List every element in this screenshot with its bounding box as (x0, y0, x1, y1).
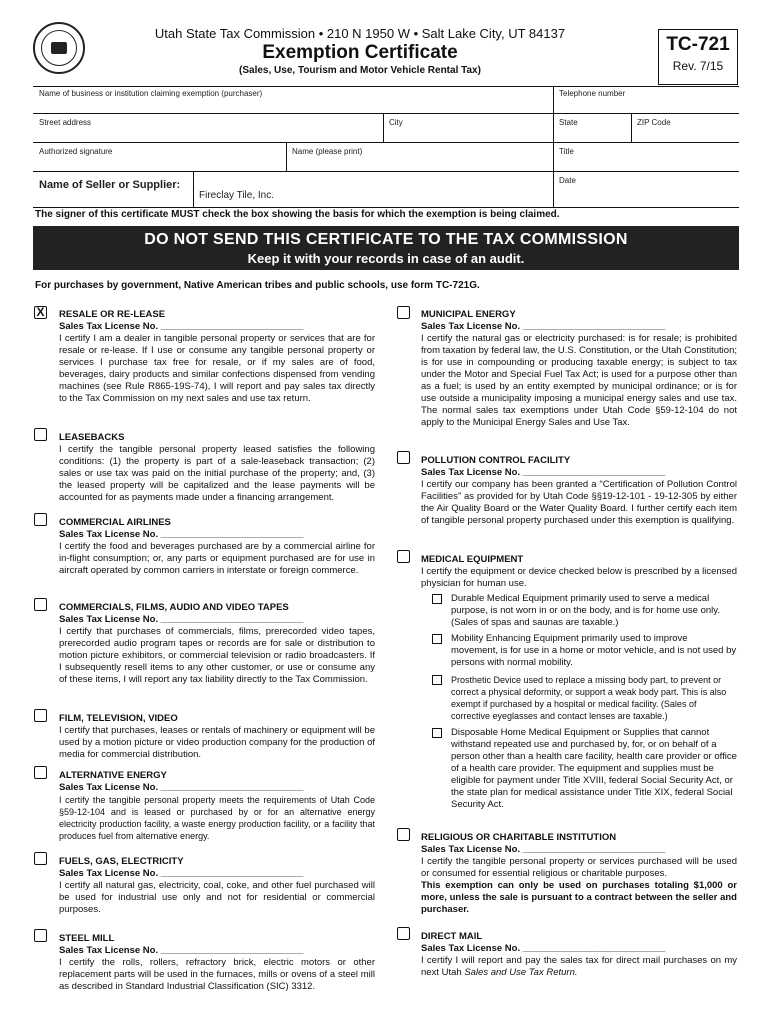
disposable-equipment-checkbox[interactable] (432, 728, 442, 738)
prosthetic-device-text: Prosthetic Device used to replace a missing body part, to prevent or correct a physical deformity, or support a weak body part. This is also exempt if purchased by a hospital or medical facility. (Sales of corrective eyeglasses and contact lenses are taxable.) (451, 675, 727, 721)
fuels-license-line[interactable]: Sales Tax License No. ___________________________ (59, 868, 304, 879)
signer-instruction: The signer of this certificate MUST check the box showing the basis for which the exemption is being claimed. (35, 209, 560, 220)
direct-mail-text-italic: Sales and Use Tax Return. (464, 967, 578, 978)
film-tv-checkbox[interactable] (34, 709, 47, 722)
mobility-equipment-checkbox[interactable] (432, 634, 442, 644)
utah-state-seal-icon (33, 22, 85, 74)
mobility-equipment-text: Mobility Enhancing Equipment primarily used to improve movement, is for use in a home or motor vehicle, and is not used by persons with normal mobility. (451, 633, 737, 668)
film-tv-section (59, 713, 375, 761)
steel-license-line[interactable]: Sales Tax License No. ___________________________ (59, 945, 304, 956)
direct-mail-section (421, 931, 737, 979)
durable-equipment-checkbox[interactable] (432, 594, 442, 604)
resale-title: RESALE OR RE-LEASE (59, 309, 166, 320)
prosthetic-device-checkbox[interactable] (432, 675, 442, 685)
religious-text: I certify the tangible personal property or services purchased will be used or consumed for essential religious or charitable purposes. (421, 856, 737, 879)
films-section (59, 602, 375, 686)
alt-energy-text: I certify the tangible personal property meets the requirements of Utah Code §59-12-104 and is leased or purchased by or for an alternative energy electricity production facility, a waste energy production facility, or a facility that produces fuel from alternative energy. (59, 795, 375, 841)
films-title: COMMERCIALS, FILMS, AUDIO AND VIDEO TAPES (59, 602, 289, 613)
signature-field[interactable]: Authorized signature (39, 147, 113, 156)
municipal-license-line[interactable]: Sales Tax License No. ___________________________ (421, 321, 666, 332)
pollution-text: I certify our company has been granted a “Certification of Pollution Control Facilities” as provided for by Utah Code §§19-12-101 - 19-12-305 by either the Air Quality Board or the Water Quality Board. I further certify each item of tangible personal property purchased under this exemption is qualifying. (421, 479, 737, 526)
direct-mail-title: DIRECT MAIL (421, 931, 483, 942)
film-tv-text: I certify that purchases, leases or rentals of machinery or equipment will be used by a motion picture or video production company for the production of media for commercial distribution. (59, 725, 375, 760)
zip-field[interactable]: ZIP Code (637, 118, 671, 127)
pollution-checkbox[interactable] (397, 451, 410, 464)
airlines-text: I certify the food and beverages purchased are by a commercial airline for in-flight consumption; or, any parts or equipment purchased are for use in aircraft operated by common carriers in interstate or foreign commerce. (59, 541, 375, 576)
alt-energy-license-line[interactable]: Sales Tax License No. ___________________________ (59, 782, 304, 793)
government-note: For purchases by government, Native American tribes and public schools, use form TC-721G. (35, 280, 480, 291)
leasebacks-section (59, 432, 375, 504)
city-field[interactable]: City (389, 118, 403, 127)
fuels-section (59, 856, 375, 916)
airlines-section (59, 517, 375, 577)
warning-banner (33, 226, 739, 270)
fuels-title: FUELS, GAS, ELECTRICITY (59, 856, 184, 867)
resale-checkbox[interactable]: X (34, 306, 47, 319)
fuels-text: I certify all natural gas, electricity, coal, coke, and other fuel purchased will be used for industrial use only and not for residential or commercial purposes. (59, 880, 375, 915)
medical-text: I certify the equipment or device checked below is prescribed by a licensed physician for human use. (421, 566, 737, 589)
business-name-field[interactable]: Name of business or institution claiming exemption (purchaser) (39, 89, 263, 98)
banner-main-text: DO NOT SEND THIS CERTIFICATE TO THE TAX COMMISSION (144, 231, 628, 248)
alt-energy-title: ALTERNATIVE ENERGY (59, 770, 167, 781)
pollution-title: POLLUTION CONTROL FACILITY (421, 455, 571, 466)
steel-text: I certify the rolls, rollers, refractory brick, electric motors or other replacement parts will be used in the furnaces, mills or ovens of a steel mill as described in Standard Industrial Classification (SIC) 3312. (59, 957, 375, 992)
alt-energy-checkbox[interactable] (34, 766, 47, 779)
religious-checkbox[interactable] (397, 828, 410, 841)
direct-mail-text-main: I certify I will report and pay the sales tax for direct mail purchases on my next Utah (421, 955, 737, 978)
print-name-field[interactable]: Name (please print) (292, 147, 363, 156)
form-subtitle: (Sales, Use, Tourism and Motor Vehicle Rental Tax) (239, 65, 481, 76)
airlines-checkbox[interactable] (34, 513, 47, 526)
municipal-title: MUNICIPAL ENERGY (421, 309, 516, 320)
religious-bold-text: This exemption can only be used on purchases totaling $1,000 or more, unless the sale is pursuant to a contract between the seller and purchaser. (421, 880, 737, 915)
telephone-field[interactable]: Telephone number (559, 89, 626, 98)
medical-section (421, 554, 737, 590)
leasebacks-title: LEASEBACKS (59, 432, 125, 443)
resale-text: I certify I am a dealer in tangible personal property or services that are for resale or re-lease. If I use or consume any tangible personal property or services I purchase tax free for resale, or if my sales are of food, beverages, dairy products and similar confections dispensed from vending machines (see Rule R865-19S-74), I will report and pay sales tax directly to the Tax Commission on my next sales and use tax return. (59, 333, 375, 404)
alt-energy-section (59, 770, 375, 842)
resale-license-line[interactable]: Sales Tax License No. ___________________________ (59, 321, 304, 332)
municipal-checkbox[interactable] (397, 306, 410, 319)
form-title: Exemption Certificate (262, 42, 458, 63)
pollution-license-line[interactable]: Sales Tax License No. ___________________________ (421, 467, 666, 478)
fuels-checkbox[interactable] (34, 852, 47, 865)
airlines-title: COMMERCIAL AIRLINES (59, 517, 171, 528)
title-field[interactable]: Title (559, 147, 574, 156)
municipal-text: I certify the natural gas or electricity purchased: is for resale; is prohibited from taxation by federal law, the U.S. Constitution, or the Utah Constitution; is for use in compounding or producing taxable energy; is subject to tax under the Motor and Special Fuel Tax Act; is used for a purpose other than as a fuel; is used by an entity exempted by municipal ordinance; or is for use outside a municipality imposing a municipal energy sales and use tax. The normal sales tax exemptions under Utah Code §59-12-104 do not apply to the Municipal Energy Sales and Use Tax. (421, 333, 737, 428)
street-address-field[interactable]: Street address (39, 118, 92, 127)
steel-title: STEEL MILL (59, 933, 115, 944)
municipal-section (421, 309, 737, 429)
films-checkbox[interactable] (34, 598, 47, 611)
films-text: I certify that purchases of commercials, films, prerecorded video tapes, prerecorded audio program tapes or records are for sale or distribution to motion picture exhibitors, or commercial television or radio broadcasters. If I subsequently resell items to any other customer, or use or consume any of these items, I will report any tax liability directly to the Tax Commission. (59, 626, 375, 685)
durable-equipment-text: Durable Medical Equipment primarily used to serve a medical purpose, is not worn in or on the body, and is for home use only. (Sales of spas and saunas are taxable.) (451, 593, 720, 628)
purchaser-info-grid (33, 86, 739, 208)
religious-license-line[interactable]: Sales Tax License No. ___________________________ (421, 844, 666, 855)
resale-section (59, 309, 375, 405)
state-field[interactable]: State (559, 118, 578, 127)
steel-section (59, 933, 375, 993)
direct-mail-text (421, 955, 737, 979)
agency-address: Utah State Tax Commission • 210 N 1950 W • Salt Lake City, UT 84137 (154, 26, 566, 41)
direct-mail-license-line[interactable]: Sales Tax License No. ___________________________ (421, 943, 666, 954)
medical-title: MEDICAL EQUIPMENT (421, 554, 524, 565)
religious-section (421, 832, 737, 916)
form-number: TC-721 (666, 34, 730, 55)
seller-name-field[interactable]: Fireclay Tile, Inc. (199, 190, 275, 201)
direct-mail-checkbox[interactable] (397, 927, 410, 940)
seller-label: Name of Seller or Supplier: (39, 179, 181, 191)
film-tv-title: FILM, TELEVISION, VIDEO (59, 713, 178, 724)
form-revision: Rev. 7/15 (672, 59, 724, 73)
date-field[interactable]: Date (559, 176, 576, 185)
airlines-license-line[interactable]: Sales Tax License No. ___________________________ (59, 529, 304, 540)
disposable-equipment-text: Disposable Home Medical Equipment or Supplies that cannot withstand repeated use and purchased by, for, or on behalf of a person other than a health care facility, health care provider or office of a health care provider. The equipment and supplies must be eligible for payment under Title XVIII, federal Social Security Act, or the state plan for medical assistance under Title XIX, federal Social Security Act. (451, 727, 737, 810)
leasebacks-checkbox[interactable] (34, 428, 47, 441)
medical-checkbox[interactable] (397, 550, 410, 563)
leasebacks-text: I certify the tangible personal property leased satisfies the following conditions: (1) the property is part of a sale-leaseback transaction; (2) sales or use tax was paid on the initial purchase of the property; and, (3) the leased property will be capitalized and the lease payments will be accounted for as payments made under a financing arrangement. (59, 444, 375, 503)
steel-checkbox[interactable] (34, 929, 47, 942)
form-number-box (658, 29, 738, 85)
banner-sub-text: Keep it with your records in case of an audit. (247, 251, 525, 266)
pollution-section (421, 455, 737, 527)
religious-title: RELIGIOUS OR CHARITABLE INSTITUTION (421, 832, 617, 843)
films-license-line[interactable]: Sales Tax License No. ___________________________ (59, 614, 304, 625)
